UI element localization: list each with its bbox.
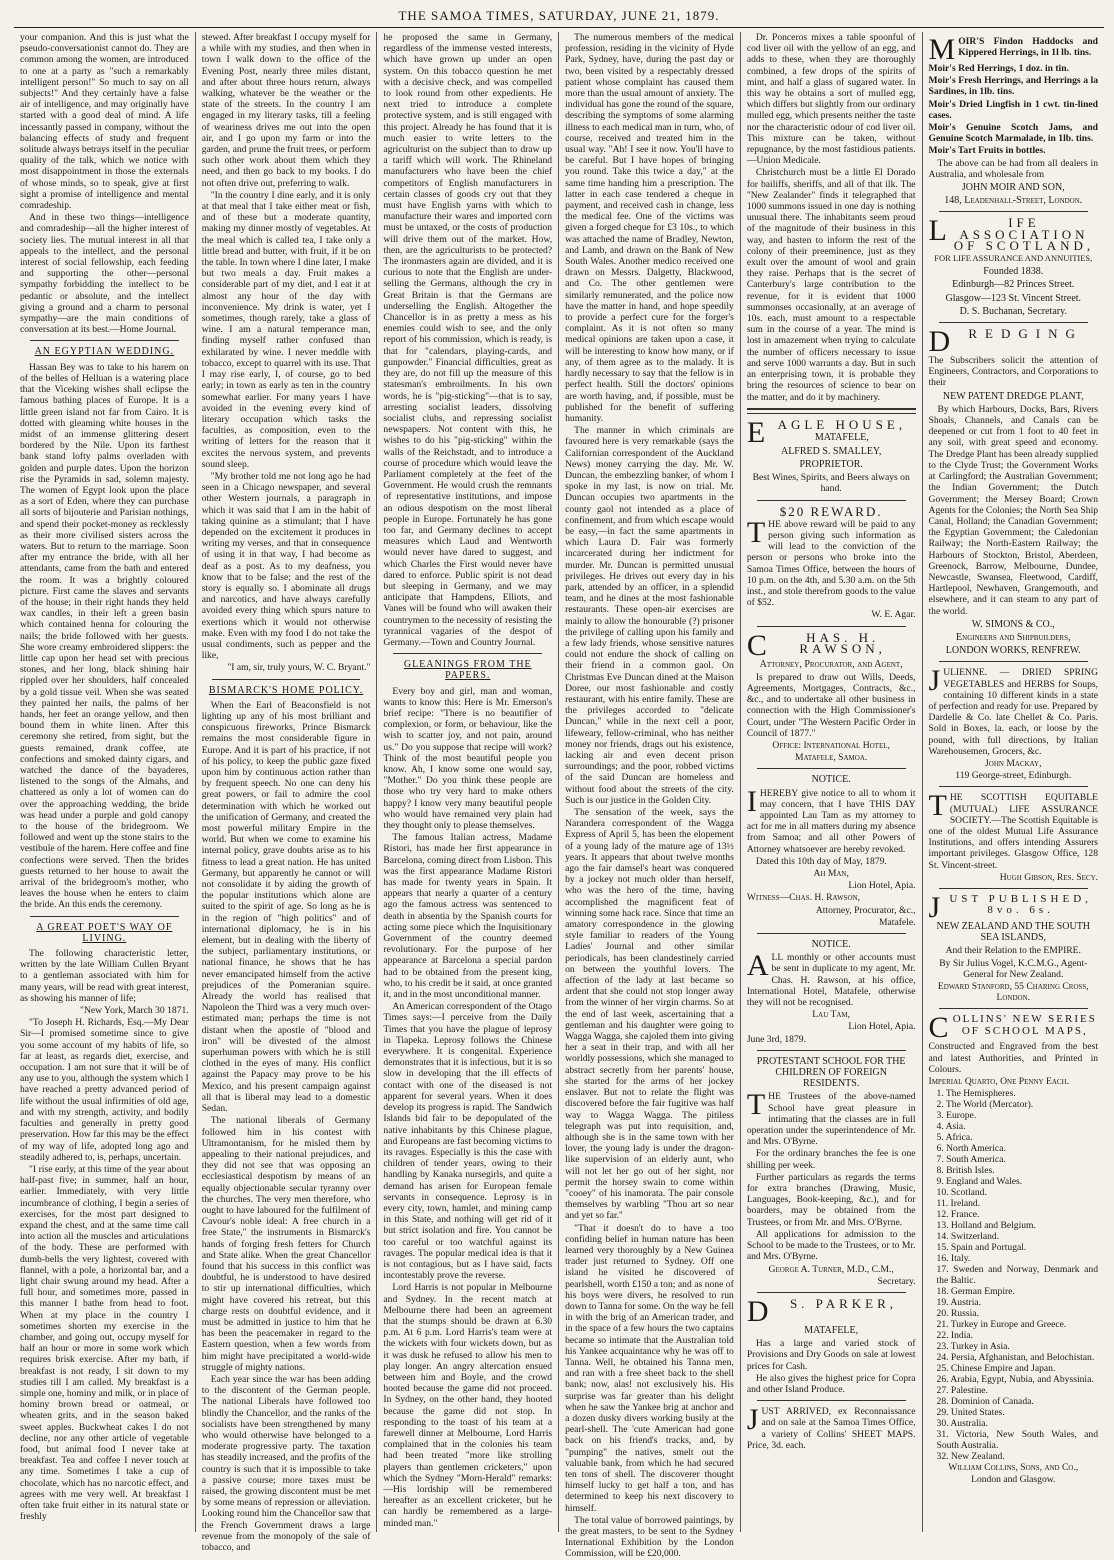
- article-text: The total value of borrowed paintings, by the great masters, to be sent to the Sydney International Exhibition by the London Commission, will be £20,000.: [565, 1514, 734, 1560]
- article-text: "That it doesn't do to have a too confiding belief in human nature has been learned very thoroughly by a New Guinea trader just returned to Sydney. Off one island he visited he discovered of pearlshell, worth £150 a ton; and as none of his boys were divers, he resolved to run down to Tanna for some. On the way he fell in with the brig of an American trader, and in the space of a few hours the two captains became so intimate that the Australian told his Yankee acquaintance why he was off to Tanna. Well, he obtained his Tanna men, and ran with a free sheet back to the shell bank; now, alas! not exclusively his. His surprise was far greater than his delight when he saw the Yankee brig at anchor and a dozen dusky divers working busily at the pearl-shell. The 'cute American had gone back on his friend's tracks, and, by "pumping" the natives, smelt out the valuable bank, from which he had secured ten tons of shell. The discoverer thought himself lucky to get half a ton, and has determined to keep his next discovery to himself.: [565, 1222, 734, 1514]
- ad-eagle-house: [746, 415, 916, 495]
- ad-secretary: D. S. Buchanan, Secretary.: [959, 305, 1067, 317]
- drop-cap: T: [746, 515, 766, 549]
- column-6: [923, 32, 1105, 1532]
- drop-cap: C: [928, 1011, 949, 1045]
- drop-cap: E: [746, 415, 766, 449]
- list-item: 9. England and Wales.: [936, 1176, 1023, 1188]
- article-text: Hassan Bey was to take to his harem on of the belles of Helluan is a watering place that the Viceking wishes shall eclipse the famous bathing places of Europe. It is a little green island not far from Cairo. It is dotted with gleaming white houses in the midst of an immense glittering desert bordered by the Nile. Upon its farthest bank stand lofty palms overladen with golden and purple dates. Upon the horizon rise the Pyramids in sad, solemn majesty. The women of Egypt look upon the place as a sort of Eden, where they can purchase all sorts of bijouterie and Parisian nothings, and spend their pocket-money as recklessly as their more civilised sisters across the waters. But to return to the marriage. Soon after my entrance the bride, with all her attendants, came from the bath and entered the room. It was a brightly coloured picture. First came the slaves and servants of the house; in their right hands they held wax candles, in their left a green basin which contained henna for colouring the nails; the bride followed with her guests. She wore creamy embroidered slippers: the little cap upon her head set with precious stones, and her long, black shining hair rippled over her shoulders, half concealed by a gold tissue veil. When she was seated they painted her nails, the palms of her hands, her feet an orange yellow, and then bound them in white linen. After this ceremony she retired, from sight, but the guests remained, drank coffee, ate confections and smoked dainty cigars, and watched the dance of the bayaderes, listened to the songs of the Almahs, and chattered as only a lot of women can do over the approaching wedding, the bride was head under a purple and gold canopy to the house of the bridegroom. We followed and went up the stone stairs to the vestibule of the harem. Here coffee and fine confections were served. Then the brides guests returned to her house to await the arrival of the bridegroom's mother, who leaves the house when he enters to claim the bride. An this ends the ceremony.: [20, 361, 189, 911]
- list-item: 12. France.: [936, 1209, 980, 1221]
- article-text: Dr. Ponceros mixes a table spoonful of cod liver oil with the yellow of an egg, and adds to these, when they are thoroughly combined, a few drops of the spirits of mint, and half a glass of sugared water. In this way he obtains a sort of mulled egg, which differs but slightly from our ordinary mulled egg, which presents neither the taste nor the characteristic odour of cod liver oil. This mixture can be taken, without repugnance, by the most fastidious patients.—Union Medicale.: [746, 32, 916, 167]
- ad-just-arrived: [746, 1403, 916, 1451]
- ad-notice-ah-man: [747, 774, 916, 928]
- divider: [939, 888, 1089, 889]
- headline-great-poet: A GREAT POET'S WAY OF LIVING.: [36, 921, 173, 944]
- drop-cap: D: [746, 1294, 769, 1328]
- masthead: THE SAMOA TIMES, SATURDAY, JUNE 21, 1879.: [14, 8, 1104, 28]
- divider: [757, 1050, 906, 1051]
- ad-reward: [746, 503, 916, 621]
- ad-place: Lion Hotel, Apia.: [848, 880, 916, 892]
- ad-publisher: Edward Stanford, 55 Charing Cross, London.: [937, 981, 1089, 1004]
- list-item: 20. Russia.: [936, 1308, 979, 1320]
- column-5: [741, 32, 923, 1532]
- divider: [757, 500, 906, 501]
- ad-notice-lau-tam: [747, 939, 916, 1045]
- ad-text: He also gives the highest price for Copra and other Island Produce.: [746, 1372, 916, 1395]
- article-text: The numerous members of the medical profession, residing in the vicinity of Hyde Park, Sydney, have, during the past day or two, been visited by a respectably dressed patient whose complaint has caused them more than the usual amount of anxiety. The individual has gone the round of the square, describing the symptoms of some alarming illness to each medical man in turn, who, of course, received and treated him in the usual way. "Ah! I see it now. You'll have to be careful. But I have hopes of bringing you round. Take this twice a day," at the same time handing him a prescription. The latter in each case tendered a cheque in payment, and received cash in change, less the medical fee. One of the victims was given a forged cheque for £3 10s., to which was attached the name of Bradley, Newton, and Lamb, and drawn on the Bank of New South Wales. Another medico received one drawn on Messrs. Dalgetty, Blackwood, and Co. The other gentlemen were similarly remunerated, and the police now have the matter in hand, and hope speedily to provide a perfect cure for the forger's complaint. As it is not often so many medical opinions are taken upon a case, it will be interesting to know how many, or if any, of them agree as to the malady. It is hardly necessary to say that the fellow is in perfect health. Still the doctors' opinions are worth having, and, if possible, must be published for the benefit of suffering humanity.: [565, 32, 734, 424]
- ad-role: Attorney, Procurator, and Agent,: [759, 658, 903, 670]
- list-item: 8. British Isles.: [936, 1165, 995, 1177]
- ad-text: HEREBY give notice to all to whom it may concern, that I have THIS DAY appointed Lau Tam as my attorney to act for me in all matters during my absence from Samoa; and all other Powers of Attorney whatsoever are hereby revoked.: [746, 787, 916, 855]
- ad-publisher: William Collins, Sons, and Co.,: [948, 1462, 1079, 1474]
- ad-protestant-school: [747, 1056, 916, 1287]
- list-item: 16. Italy.: [936, 1253, 971, 1265]
- list-item: 30. Australia.: [936, 1418, 988, 1430]
- column-2: [196, 32, 378, 1554]
- list-item: 15. Spain and Portugal.: [936, 1242, 1027, 1254]
- article-text: stewed. After breakfast I occupy myself for a while with my studies, and then when in town I walk down to the office of the Evening Post, nearly three miles distant, and after about three hours return, always walking, whatever be the weather or the state of the streets. In the country I am engaged in my literary tasks, till a feeling of weariness drives me out into the open air, and I go upon my farm or into the garden, and prune the fruit trees, or perform such other work about them which they need, and then go back to my books. I do not often drive out, preferring to walk.: [201, 32, 371, 189]
- column-4: [559, 32, 741, 1560]
- ad-role: Engineers and Shipbuilders,: [956, 631, 1071, 643]
- divider: [212, 679, 361, 680]
- ad-moir: [928, 33, 1099, 207]
- ad-firm: W. SIMONS & CO.,: [971, 618, 1055, 630]
- article-text: The sensation of the week, says the Narandera correspondent of the Wagga Express of April 5, has been the elopement of a young lady of the mature age of 13½ years. It appears that about twelve months ago the fair damsel's heart was conquered by a jockey not much older than herself, who was the hero of the time, having accomplished the magnificent feat of winning some hack race. Since that time an amatory correspondence in the glowing style familiar to readers of the Young Ladies' Journal and other similar periodicals, has been clandestinely carried on between the youthful lovers. The affection of the lady at last became so ardent that she could not stop longer away from the winner of her virgin charms. So at the end of last week, ascertaining that a gentleman and his daughter were going to Wagga Wagga, she cajoled them into giving her a seat in their trap, and with all her worldly possessions, which she managed to abstract secretly from her parents' house, she started for the arms of her jockey enslaver. But not to relate the flight was discovered before the fair fugitive was half way to Wagga Wagga. The pitiless telegraph was put into requisition, and, although she is in the same town with her lover, the young lady is under the dragon-like supervision of an elderly aunt, who will not let her go out of her sight, nor permit the horsey swain to come within "cooey" of his inamorata. The pair console themselves by warbling "Thou art so near and yet so far.": [565, 807, 734, 1222]
- ad-address: 148, Leadenhall-Street, London.: [944, 195, 1083, 207]
- article-text: Each year since the war has been adding to the discontent of the German people. The national Liberals have followed too blindly the Chancellor, and the ranks of the socialists have been strengthened by many who would otherwise have belonged to a moderate progressive party. The taxation has steadily increased, and the profits of the country is such that it is impossible to take a passive course; more taxes must be raised, the growing discontent must be met by some means of repression or alleviation. Looking round him the Chancellor saw that the French Government draws a large revenue from the monopoly of the sale of tobacco, and: [201, 1373, 371, 1554]
- ad-text: ULIENNE. — DRIED SPRING VEGETABLES and HERBS for Soups, containing 10 different kinds in a state of perfection and ready for use. Prepared by Dardelle & Co. late Chellet & Co. Paris. Sold in Boxes, la. each, or loose by the pound, with full directions, by Italian Warehousemen, Grocers, &c.: [928, 667, 1099, 757]
- divider: [747, 408, 916, 414]
- ad-text: By which Harbours, Docks, Bars, Rivers Shoals, Channels, and Canals can be deepened or cut from 1 foot to 40 feet in any soil, with great speed and economy. The Dredge Plant has been already supplied to the Clyde Trust; the Government Works at Carlingford; the Australian Government; the Indian Government; the Dutch Government; the Mersey Board; Crown Agents for the Colonies; the North Sea Ship Canal, Holland; the Canadian Government; the Egyptian Government; the Caledonian Railway; the North-Eastern Railway; the Harbours of Stockton, Bristol, Aberdeen, Greenock, Barrow, Melbourne, Dundee, Newcastle, Swansea, Fleetwood, Cardiff, Hartlepool, Newhaven, Grangemouth, and elsewhere, and it can steam to any part of the world.: [928, 403, 1099, 617]
- ad-just-published: [928, 891, 1099, 1004]
- ad-signature-role: Secretary.: [877, 1275, 916, 1287]
- divider: [757, 933, 906, 934]
- headline-bismarck: BISMARCK'S HOME POLICY.: [208, 684, 364, 696]
- ad-place: Matafele, Samoa.: [795, 752, 868, 764]
- article-text: he proposed the same in Germany, regardless of the immense vested interests, which have grown up under an open system. On this tobacco question he met with a decisive check, and was compelled to look round from other expedients. He next tried to introduce a complete protective system, and is still engaged with this project. Already he has found that it is much easier to write letters to the agriculturist on the subject than to draw up a tariff which will work. The Rhineland manufacturers who have been the chief competitors of English manufacturers in certain classes of goods cry out that they must have English yarns with which to manufacture their wares and imported corn must be untaxed, or the costs of production will drive them out of the market. How, then, are the agriculturists to be protected? The ironmasters again are divided, and it is curious to note that the English are under-selling the Germans, although the cry in Great Britain is that the Germans are underselling the English. Altogether the Chancellor is in as pretty a mess as his enemies could wish to see, and the only report of his commission, which is ready, is that for "calendars, playing-cards, and gunpowder." Financial difficulties, great as they are, do not fill up the measure of this statesman's embroilments. In his own words, he is "pig-sticking"—that is to say, arresting socialist leaders, dissolving socialist clubs, and repressing socialist newspapers. Not content with this, he wishes to do his "pig-sticking" within the walls of the Reichstadt, and to introduce a course of procedure which would leave the Parliament completely at the feet of the Government. He would crush the remnants of representative institutions, and impose an odious despotism on the most liberal people in Europe. Fortunately he has gone too far, and Germany declines to accept measures which Laud and Wentworth would never have dared to suggest, and which Charles the First would never have dared to enforce. Public spirit is not dead but sleeping in Germany, and we may anticipate that Hampdens, Elliots, and Vanes will be found who will awaken their countrymen to the necessity of resisting the tyrannical vagaries of the despot of Germany.—Town and Country Journal.: [383, 32, 553, 648]
- divider: [393, 653, 542, 654]
- ad-line: Moir's Tart Fruits in bottles.: [928, 145, 1046, 157]
- ad-title: IFE ASSOCIATION OF SCOTLAND,: [953, 215, 1095, 253]
- ad-heading: NEW PATENT DREDGE PLANT,: [942, 390, 1084, 402]
- drop-cap: T: [928, 789, 947, 823]
- ad-signature: John Mackay,: [985, 757, 1042, 769]
- article-text: "To Joseph H. Richards, Esq.—My Dear Sir—I promised sometime since to give you some account of my habits of life, so far at least, as regards diet, exercise, and occupation. I am not sure that it will be of any use to you, although the system which I have reached a pretty advanced period of life without the usual infirmities of old age, and with my strength, activity, and bodily faculties and generally in pretty good preservation. How far this may be the effect of my way of life, adopted long ago and steadily adhered to, is, perhaps, uncertain.: [20, 1017, 189, 1163]
- ad-witness-role: Attorney, Procurator, &c.,: [815, 904, 916, 916]
- ad-scottish-equitable: [928, 789, 1099, 883]
- ad-address: LONDON WORKS, RENFREW.: [945, 645, 1081, 657]
- article-text: The national liberals of Germany followed him in his contest with Ultramontanism, for he misled them by appealing to their national prejudices, and they did not see that was opposing an ecclesiastical despotism by means of an equally objectionable secular tyranny over the churches. The very men therefore, who ought to have laboured for the fulfilment of Cavour's noble ideal: A free church in a free State," the instruments in Bismarck's hands of forging fresh fetters for Church and State alike. When the great Chancellor found that his success in this conflict was doubtful, he is understood to have desired to stir up international difficulties, which might have covered his retreat, but this charge rests on doubtful evidence, and it must be admitted in justice to him that he has been the peacemaker in regard to the Eastern question, when a few words from him might have precipitated a world-wide struggle of mighty nations.: [201, 1115, 371, 1373]
- ad-text: Further particulars as regards the terms for extra branches (Drawing, Music, Languages, Book-keeping, &c.), and for boarders, may be obtained from the Trustees, or from Mr. and Mrs. O'Byrne.: [746, 1171, 916, 1228]
- list-item: 17. Sweden and Norway, Denmark and the Baltic.: [936, 1264, 1099, 1287]
- ad-secretary: Hugh Gibson, Res. Secy.: [999, 871, 1099, 883]
- divider: [30, 916, 179, 917]
- article-text: An American correspondent of the Otago Times says:—I perceive from the Daily Times that you have the plague of leprosy in Tiapeka. Leprosy follows the Chinese everywhere. It is congenital. Experience demonstrates that it is infectious, but it is so slow in developing that the ill effects of contact with one of the diseased is not apparent for several years. When it does develop its progress is rapid. The Sandwich Islands bid fair to be depopulated of the native inhabitants by this Chinese plague, and Europeans are fast becoming victims to its ravages. Especially is this the case with children of tender years, owing to their handling by Kanaka nursegirls, and quite a demand has arisen for European female servants in consequence. Leprosy is in every city, town, hamlet, and mining camp in this State, and nothing will get rid of it but strict isolation and fire. You cannot be too careful or too watchful against its ravages. The popular medical idea is that it is not contagious, but as I have said, facts incontestably prove the reverse.: [383, 1001, 553, 1282]
- article-text: your companion. And this is just what the pseudo-conversationist cannot do. They are common among the women, are introduced to one at a party as "such a remarkably intelligent person!" So much to say on all subjects!" And they certainly have a false air of intelligence, and may originally have started with a good deal of mind. A life incessantly passed in company, without the balancing effects of study and frequent solitude always betrays itself in the peculiar quality of the talk, which we notice with most disappointment in those the externals of whose minds, so to speak, give at first sight a promise of intelligence and mental comradeship.: [20, 32, 189, 212]
- columns: [14, 32, 1104, 1560]
- ad-date: June 3rd, 1879.: [746, 1033, 806, 1045]
- article-text: "In the country I dine early, and it is only at that meal that I take either meat or fish, and of these but a moderate quantity, making my dinner mostly of vegetables. At the meal which is called tea, I take only a little bread and butter, with fruit, if it be on the table. In town where I dine later, I make but two meals a day. Fruit makes a considerable part of my diet, and I eat it at almost any hour of the day with inconvenience. My drink is water, yet I sometimes, though rarely, take a glass of wine. I am a natural temperance man, finding myself rather confused than exhilarated by wine. I never meddle with tobacco, except to quarrel with its use. That I may rise early, I, of course, go to bed early; in town as early as ten in the country somewhat earlier. For many years I have avoided in the evening every kind of literary occupation which tasks the faculties, as composition, even to the writing of letters for the reason that it excites the nervous system, and prevents sound sleep.: [201, 189, 371, 470]
- article-text: Christchurch must be a little El Dorado for bailiffs, sheriffs, and all of that ilk. The "New Zealander" finds it telegraphed that 1000 summons issued in one day is nothing unusual there. The inhabitants seem proud of the magnitude of their business in this way, and hasten to inform the rest of the colony of their preeminence, just as they exult over the amount of wool and grain they raise. Perhaps that is the secret of Canterbury's large contribution to the revenue, for it is evident that 1000 summonses occasionally, at an average of 10s. each, must amount to a respectable sum in the course of a year. The mind is lost in amazement when trying to calculate the number of officers necessary to issue and serve 1000 warrants a day. But in such an enterprising town, it is probable they bring the resources of science to bear on the matter, and do it by machinery.: [746, 167, 916, 403]
- ad-heading: NEW ZEALAND AND THE SOUTH SEA ISLANDS,: [936, 921, 1091, 944]
- column-1: [14, 32, 196, 1532]
- list-item: 22. India.: [936, 1330, 974, 1342]
- ad-parker: [746, 1294, 916, 1395]
- list-item: 5. Africa.: [936, 1132, 973, 1144]
- divider: [939, 786, 1089, 787]
- article-text: The manner in which criminals are favoured here is very remarkable (says the Californian correspondent of the Auckland News) money carrying the day. Mr. W. Duncan, the embezzling banker, of whom I spoke in my last, is now on trial. Mr. Duncan occupies two apartments in the county gaol not intended as a place of confinement, and from which escape would be easy,—in fact the same apartments in which Laura D. Fair was formerly incarcerated during her indictment for murder. Mr. Duncan is permitted unusual privileges. He drives out every day in his park, attended by an officer, in a splendid team, and he dines at the most fashionable restaurants. These open-air exercises are mainly to allow the honourable (?) prisoner the privilege of calling upon his family and a few lady friends, whose sensitive natures could not endure the shock of calling on their friend in a common gaol. On Christmas Eve Duncan dined at the Maison Doree, our most fashionable and costly restaurant, with his entire family. These are the privileges accorded to "delicate Duncan," while in the next cell a poor, lifeweary, fellow-criminal, who has neither money nor friends, drags out his existence, lacking air and even decent prison surroundings; and the poor, robbed victims of the said Duncan are homeless and without food about the streets of the city. Such is our justice in the Golden City.: [565, 425, 734, 806]
- ad-text: UST ARRIVED, ex Reconnaissance and on sale at the Samoa Times Office, a variety of Collins' SHEET MAPS. Price, 3d. each.: [746, 1406, 916, 1451]
- ad-place: MATAFELE,: [814, 431, 869, 443]
- ad-dated: Dated this 10th day of May, 1879.: [755, 855, 887, 867]
- list-item: 3. Europe.: [936, 1110, 977, 1122]
- letter-signature: "I am, sir, truly yours, W. C. Bryant.": [227, 662, 371, 674]
- ad-text: All applications for admission to the School to be made to the Trustees, or to Mr. and Mrs. O'Byrne.: [746, 1228, 916, 1263]
- divider: [757, 1292, 906, 1293]
- ad-witness-place: Matafele.: [879, 916, 916, 928]
- list-item: 26. Arabia, Egypt, Nubia, and Abyssinia.: [936, 1374, 1094, 1386]
- article-text: "I rise early, at this time of the year about half-past five; in summer, half an hour, earlier. Immediately, with very little incumbrance of clothing, I begin a series of exercises, for the most part designed to expand the chest, and at the same time call into action all the muscles and articulations of the body. These are performed with dumb-bells the very lightest, covered with flannel, with a pole, a horizontal bar, and a light chair swung around my head. After a full hour, and sometimes more, passed in this manner I bathe from head to foot. When at my place in the country I sometimes shorten my exercise in the chamber, and going out, occupy myself for half an hour or more in some work which requires brisk exercise. After my bath, if breakfast is not ready, I sit down to my studies till I am called. My breakfast is a simple one, hominy and milk, or in place of hominy brown bread or oatmeal, or wheaten grits, and in the season baked sweet apples. Buckwheat cakes I do not decline, nor any other article of vegetable food, but animal food I never take at breakfast. Tea and coffee I never touch at any time. Sometimes I take a cup of chocolate, which has no narcotic effect, and agrees with me very well. At breakfast I often take fruit either in its natural state or freshly: [20, 1163, 189, 1523]
- ad-address: 119 George-street, Edinburgh.: [955, 770, 1072, 782]
- list-item: 6. North America.: [936, 1143, 1006, 1155]
- ad-line: Moir's Fresh Herrings, and Herrings a la Sardines, in 1lb. tins.: [928, 75, 1099, 98]
- list-item: 24. Persia, Afghanistan, and Belochistan.: [936, 1352, 1095, 1364]
- ad-signature: George A. Turner, M.D., C.M.,: [768, 1263, 894, 1275]
- drop-cap: J: [746, 1403, 759, 1437]
- drop-cap: T: [746, 1088, 766, 1122]
- ad-text: HE above reward will be paid to any person giving such information as will lead to the conviction of the person or persons who broke into the Samoa Times Office, between the hours of 10 p.m. on the 4th, and 5.30 a.m. on the 5th inst., and stole therefrom goods to the value of $52.: [746, 518, 916, 609]
- list-item: 4. Asia.: [936, 1121, 966, 1133]
- ad-collins-maps: [928, 1011, 1099, 1486]
- article-text: Every boy and girl, man and woman, wants to know this: Here is Mr. Emerson's brief recipe: "There is no beautifier of complexion, or form, or behaviour, like the wish to scatter joy, and not pain, around us." Do you suppose that recipe will work? Think of the most beautiful people you know. Ah, I know some one would say, "Mother." Do you think these people are those who try very hard to make others happy? I know very many beautiful people who would have remained very plain had they thought only to please themselves.: [383, 685, 553, 832]
- ad-life-association: [928, 214, 1099, 317]
- article-text: The following characteristic letter, written by the late William Cullen Bryant to a gentleman associated with him for many years, will be read with great interest, as showing his manner of life;: [20, 948, 189, 1004]
- ad-text: LL monthly or other accounts must be sent in duplicate to my agent, Mr. Chas. H. Rawson, at his office, International Hotel, Matafele, otherwise they will not be recognised.: [746, 952, 916, 1009]
- drop-cap: M: [928, 33, 956, 66]
- ad-text: And their Relation to the EMPIRE.: [945, 945, 1081, 957]
- list-item: 2. The World (Mercator).: [936, 1099, 1034, 1111]
- ad-title: OLLINS' NEW SERIES OF SCHOOL MAPS,: [952, 1013, 1097, 1037]
- ad-address: Edinburgh—82 Princes Street.: [952, 279, 1075, 291]
- list-item: 27. Palestine.: [936, 1385, 988, 1397]
- ad-founded: Founded 1838.: [983, 266, 1044, 278]
- ad-text: The above can be had from all dealers in Australia, and wholesale from: [928, 157, 1099, 180]
- article-text: "My brother told me not long ago he had seen in a Chicago newspaper, and several other Western journals, a paragraph in which it was said that I am in the habit of taking quinine as a stimulant; that I have depended on the excitement it produces in writing my verses, and that in consequence of using it in that way, I had become as deaf as a post. As to my deafness, you know that to be false; and the rest of the story is equally so. I abominate all drugs and narcotics, and have always carefully avoided every thing which spurs nature to exertions which it would not otherwise make. Even with my food I do not take the usual condiments, such as pepper and the like,: [201, 470, 371, 662]
- article-text: The famous Italian actress, Madame Ristori, has made her first appearance in Barcelona, coming direct from Lisbon. This was the first appearance Madame Ristori has made for twenty years in Spain. It appears that nearly a quarter of a century ago the famous actress was sentenced to death in absentia by the Spanish courts for acting some piece which the Inquisitionary Government of the country deemed revolutionary. For the purpose of her appearance at Barcelona a special pardon had to be obtained from the present king, who, to his credit be it said, at once granted it, and in the most unconditional manner.: [383, 832, 553, 1001]
- divider: [757, 768, 906, 769]
- article-text: And in these two things—intelligence and comradeship—all the higher interest of society lies. The mutual interest in all that appeals to the intellect, and the personal interest of social fellowship, each feeding and supporting the other—personal sympathy forbidding the intellect to be pedantic or absolute, and the intellect giving a ground and a charm to personal sympathy—are the main conditions of conversation at its best.—Home Journal.: [20, 212, 189, 336]
- divider: [30, 340, 179, 341]
- ad-line: OIR'S Findon Haddocks and Kippered Herrings, in 1l lb. tins.: [958, 36, 1099, 59]
- ad-title: S. PARKER,: [789, 1295, 898, 1311]
- map-list: [929, 1088, 1099, 1462]
- divider: [939, 322, 1089, 323]
- list-item: 25. Chinese Empire and Japan.: [936, 1363, 1056, 1375]
- ad-signature: Ah Man,: [813, 868, 849, 879]
- list-item: 18. German Empire.: [936, 1286, 1015, 1298]
- ad-title: UST PUBLISHED, 8vo. 6s.: [949, 893, 1092, 917]
- divider: [939, 211, 1089, 212]
- drop-cap: C: [746, 628, 767, 662]
- divider: [757, 626, 906, 627]
- ad-title: AGLE HOUSE,: [777, 416, 907, 432]
- ad-text: HE SCOTTISH EQUITABLE (MUTUAL) LIFE ASSURANCE SOCIETY.—The Scottish Equitable is one of the oldest Mutual Life Assurance Institutions, and offers intending Assurers important privileges. Glasgow Office, 128 St. Vincent-street.: [928, 792, 1099, 871]
- ad-place: Lion Hotel, Apia.: [848, 1021, 916, 1033]
- ad-dredging: [928, 325, 1099, 657]
- ad-line: Moir's Genuine Scotch Jams, and Genuine Scotch Marmalade, in 1lb. tins.: [928, 122, 1099, 145]
- ad-signature: Lau Tam,: [812, 1009, 851, 1021]
- ad-office: Office: International Hotel,: [772, 739, 890, 751]
- ad-line: Moir's Dried Lingfish in 1 cwt. tin-lined cases.: [928, 98, 1099, 121]
- headline-gleanings: GLEANINGS FROM THE PAPERS.: [403, 659, 532, 682]
- ad-address: London and Glasgow.: [971, 1474, 1056, 1486]
- list-item: 10. Scotland.: [936, 1187, 987, 1199]
- list-item: 1. The Hemispheres.: [936, 1088, 1016, 1100]
- ad-role: PROPRIETOR.: [799, 458, 863, 470]
- ad-title: REDGING: [968, 326, 1083, 342]
- list-item: 13. Holland and Belgium.: [936, 1220, 1036, 1232]
- divider: [939, 1008, 1089, 1009]
- ad-text: By Sir Julius Vogel, K.C.M.G., Agent-General for New Zealand.: [939, 957, 1088, 980]
- ad-title: $20 REWARD.: [779, 503, 883, 519]
- ad-title: NOTICE.: [811, 774, 851, 786]
- ad-price: Imperial Quarto, One Penny Each.: [928, 1076, 1069, 1088]
- letter-date: "New York, March 30 1871.: [80, 1005, 189, 1017]
- list-item: 28. Dominion of Canada.: [936, 1396, 1034, 1408]
- article-text: When the Earl of Beaconsfield is not lighting up any of his most brilliant and conspicuous fireworks, Prince Bismarck remains the most considerable figure in Europe. And it is part of his practice, if not of his policy, to keep the public gaze fixed upon him by continuous action rather than by frequent speech. No one can deny his great powers, or fail to admire the cool determination with which he worked out the unification of Germany, and created the most powerful military Empire in the world. But when we come to examine his internal policy, grave doubts arise as to his fitness to lead a great nation. He has united Germany, but apparently he cannot or will not consolidate it by aiding the growth of the popular institutions which alone are suited to the spirit of age. So long as he is in the region of "high politics" and of international diplomacy, he is in his element, but in dealing with the liberty of the subject, parliamentary institutions, or national finance, he shows that he has never emancipated himself from the active prejudices of the Pomeranian squire. Already the world has realised that Napoleon the Third was a very much over-estimated man; perhaps the time is not distant when the apostle of "blood and iron" will be divested of the almost superhuman powers with which he is still clothed in the eyes of many. His conflict against the Papacy may prove to be his Mexico, and his present campaign against all that is liberal may lead to a domestic Sedan.: [201, 699, 371, 1115]
- article-text: Lord Harris is not popular in Melbourne and Sydney. In the recent match at Melbourne there had been an agreement that the stumps should be drawn at 6.30 p.m. At 6 p.m. Lord Harris's team were at the wickets with four wickets down, but as it was dusk he refused to allow his men to play longer. An angry altercation ensued between him and Boyle, and the crowd hooted because the game did not proceed. In Sydney, on the other hand, they hooted because the game did not stop. In responding to the toast of his team at a farewell dinner at Melbourne, Lord Harris complained that in the colonies his team had been treated "more like strolling players than gentlemen cricketers," upon which the Sydney "Morn-Herald" remarks:—His lordship will be remembered hereafter as an excellent cricketer, but he can hardly be remembered as a large-minded man.": [383, 1282, 553, 1529]
- ad-place: MATAFELE,: [804, 1324, 859, 1336]
- drop-cap: J: [928, 891, 941, 924]
- ad-name: ALFRED S. SMALLEY,: [780, 445, 882, 457]
- list-item: 11. Ireland.: [936, 1198, 981, 1210]
- headline-egyptian-wedding: AN EGYPTIAN WEDDING.: [34, 346, 175, 358]
- list-item: 7. South America.: [936, 1154, 1006, 1166]
- ad-title: NOTICE.: [811, 939, 851, 951]
- drop-cap: J: [928, 664, 941, 698]
- ad-text: Is prepared to draw out Wills, Deeds, Agreements, Mortgages, Contracts, &c., &c., and to undertake all other business in connection with the High Commissioner's Court, under "The Western Pacific Order in Council of 1877.": [746, 671, 916, 739]
- ad-address: Glasgow—123 St. Vincent Street.: [945, 292, 1082, 304]
- ad-signature: W. E. Agar.: [871, 609, 916, 621]
- ad-subtitle: FOR LIFE ASSURANCE AND ANNUITIES,: [934, 253, 1093, 264]
- ad-text: For the ordinary branches the fee is one shilling per week.: [746, 1148, 916, 1171]
- drop-cap: I: [746, 784, 757, 818]
- ad-rawson: [746, 628, 916, 764]
- drop-cap: D: [928, 325, 951, 359]
- ad-julienne: [928, 664, 1099, 782]
- ad-witness: Witness—Chas. H. Rawson,: [746, 892, 861, 904]
- list-item: 14. Switzerland.: [936, 1231, 1000, 1243]
- list-item: 23. Turkey in Asia.: [936, 1341, 1010, 1353]
- list-item: 29. United States.: [936, 1407, 1005, 1419]
- ad-firm: JOHN MOIR AND SON,: [961, 182, 1065, 194]
- list-item: 31. Victoria, New South Wales, and South Australia.: [936, 1429, 1099, 1452]
- ad-text: Constructed and Engraved from the best and latest Authorities, and Printed in Colours.: [928, 1041, 1099, 1075]
- list-item: 21. Turkey in Europe and Greece.: [936, 1319, 1067, 1331]
- ad-text: The Subscribers solicit the attention of Engineers, Contractors, and Corporations to their: [928, 355, 1099, 389]
- ad-text: Has a large and varied stock of Provisions and Dry Goods on sale at lowest prices for Cash.: [746, 1338, 916, 1372]
- divider: [939, 661, 1089, 662]
- list-item: 32. New Zealand.: [936, 1451, 1005, 1463]
- divider: [757, 1400, 906, 1401]
- ad-title: PROTESTANT SCHOOL FOR THE CHILDREN OF FOREIGN RESIDENTS.: [756, 1055, 906, 1090]
- ad-text: Best Wines, Spirits, and Beers always on hand.: [752, 472, 910, 495]
- column-3: [377, 32, 559, 1532]
- ad-text: HE Trustees of the above-named School have great pleasure in intimating that the classes are in full operation under the superintendence of Mr. and Mrs. O'Byrne.: [746, 1091, 916, 1148]
- drop-cap: A: [746, 949, 769, 983]
- ad-title: HAS. H. RAWSON,: [799, 629, 886, 656]
- drop-cap: L: [928, 214, 947, 248]
- list-item: 19. Austria.: [936, 1297, 982, 1309]
- ad-line: Moir's Red Herrings, 1 doz. in tin.: [928, 63, 1069, 74]
